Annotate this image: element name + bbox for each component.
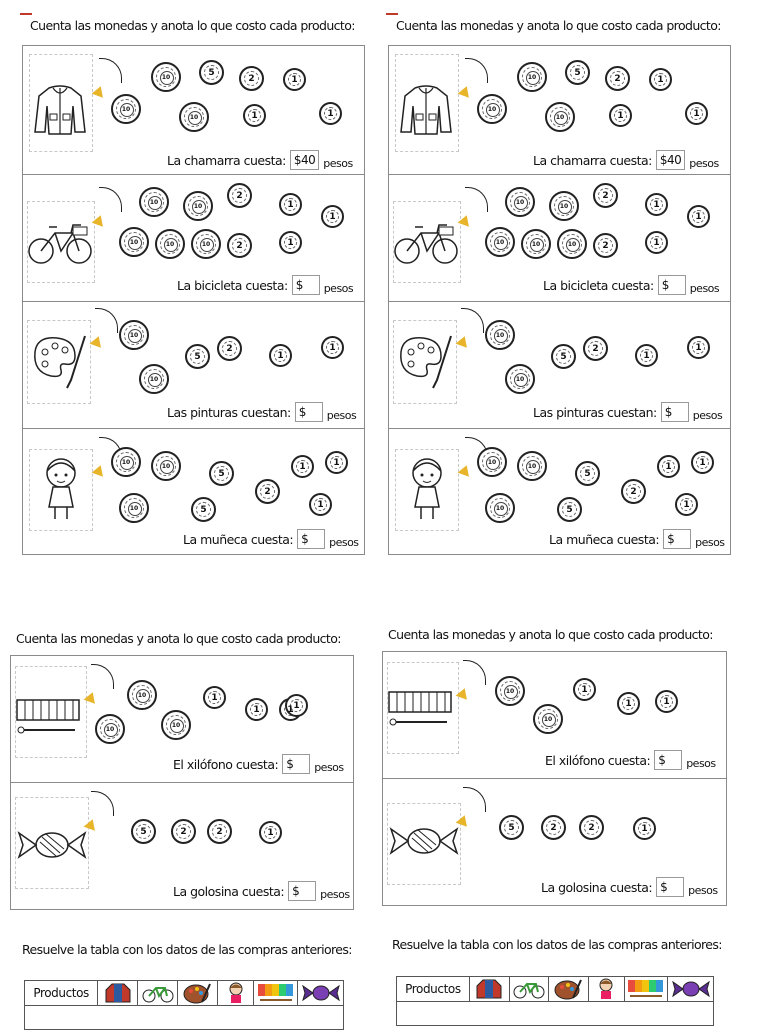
coin-1: 1 <box>687 336 710 359</box>
red-dash <box>386 13 398 15</box>
bell-icon <box>92 84 107 98</box>
coin-10: 10 <box>505 187 535 217</box>
answer-box[interactable]: $ <box>661 402 689 422</box>
cost-line-candy <box>173 881 350 901</box>
answer-box[interactable]: $40 <box>290 150 319 170</box>
cost-line-xylophone <box>545 750 716 770</box>
coin-2: 2 <box>579 815 604 840</box>
coin-2: 2 <box>207 819 232 844</box>
coin-1: 1 <box>645 193 668 216</box>
coin-5: 5 <box>131 819 156 844</box>
coin-10: 10 <box>485 227 515 257</box>
ornament-curl <box>91 664 114 689</box>
xylophone-icon <box>387 688 453 732</box>
coin-10: 10 <box>161 710 191 740</box>
answer-box[interactable]: $ <box>282 754 310 774</box>
bell-icon <box>92 463 107 477</box>
answer-box[interactable]: $40 <box>656 150 685 170</box>
item-row-candy <box>383 778 726 905</box>
cost-label: La golosina cuesta: <box>541 879 653 895</box>
jacket-icon <box>98 981 138 1005</box>
coin-10: 10 <box>151 451 181 481</box>
cost-label: La muñeca cuesta: <box>183 531 294 547</box>
bicycle-icon <box>138 981 178 1005</box>
coin-2: 2 <box>583 336 608 361</box>
coin-1: 1 <box>203 686 226 709</box>
currency-label: pesos <box>686 756 716 770</box>
coin-10: 10 <box>179 102 209 132</box>
coin-1: 1 <box>609 104 632 127</box>
coin-1: 1 <box>573 678 596 701</box>
coin-1: 1 <box>285 694 308 717</box>
currency-label: pesos <box>323 156 353 170</box>
candy-icon <box>298 981 343 1005</box>
coin-10: 10 <box>191 229 221 259</box>
coin-1: 1 <box>645 231 668 254</box>
coin-1: 1 <box>321 336 344 359</box>
item-row-doll <box>389 428 730 555</box>
ornament-curl <box>99 187 122 212</box>
currency-label: pesos <box>692 408 723 422</box>
item-row-xylophone <box>11 656 353 782</box>
coin-1: 1 <box>279 698 302 721</box>
coin-1: 1 <box>321 205 344 228</box>
coin-1: 1 <box>291 455 314 478</box>
candy-icon <box>387 823 461 859</box>
coin-10: 10 <box>139 364 169 394</box>
doll-icon <box>403 455 451 523</box>
palette-icon <box>395 332 457 392</box>
coin-1: 1 <box>675 493 698 516</box>
ornament-curl <box>461 308 484 333</box>
coin-1: 1 <box>325 451 348 474</box>
cost-line-candy <box>541 877 718 897</box>
coin-2: 2 <box>593 233 618 258</box>
coin-1: 1 <box>309 493 332 516</box>
coin-2: 2 <box>227 233 252 258</box>
coin-2: 2 <box>171 819 196 844</box>
coin-1: 1 <box>657 455 680 478</box>
cost-label: La golosina cuesta: <box>173 883 285 899</box>
candy-icon <box>15 827 89 863</box>
palette-icon <box>29 332 91 392</box>
table-instruction: Resuelve la tabla con los datos de las compras anteriores: <box>392 937 722 952</box>
coin-2: 2 <box>605 66 630 91</box>
coin-1: 1 <box>279 231 302 254</box>
coin-10: 10 <box>533 704 563 734</box>
coin-1: 1 <box>617 692 640 715</box>
coin-1: 1 <box>283 68 306 91</box>
bell-icon <box>456 334 471 348</box>
coin-10: 10 <box>549 191 579 221</box>
coin-10: 10 <box>505 364 535 394</box>
bell-icon <box>458 463 473 477</box>
table-divider <box>25 1005 343 1006</box>
coin-5: 5 <box>557 497 582 522</box>
table-instruction: Resuelve la tabla con los datos de las compras anteriores: <box>22 942 352 957</box>
currency-label: pesos <box>326 408 357 422</box>
coin-10: 10 <box>127 680 157 710</box>
coin-10: 10 <box>521 229 551 259</box>
bicycle-icon <box>393 221 459 267</box>
worksheet-panel-bottom-left <box>10 655 354 910</box>
answer-box[interactable]: $ <box>295 402 323 422</box>
cost-label: La bicicleta cuesta: <box>177 277 288 293</box>
bicycle-icon <box>510 977 550 1001</box>
coin-1: 1 <box>649 68 672 91</box>
xylophone-icon <box>625 977 669 1001</box>
red-dash <box>20 13 32 15</box>
item-row-paints <box>23 301 364 429</box>
worksheet-panel-bottom-right <box>382 651 727 906</box>
coin-5: 5 <box>199 60 224 85</box>
xylophone-icon <box>15 696 81 740</box>
coin-1: 1 <box>279 193 302 216</box>
ornament-curl <box>99 58 122 83</box>
answer-box[interactable]: $ <box>288 881 316 901</box>
cost-label: El xilófono cuesta: <box>173 756 279 772</box>
coin-10: 10 <box>95 714 125 744</box>
item-row-jacket <box>389 46 730 174</box>
item-row-paints <box>389 301 730 429</box>
coin-5: 5 <box>209 461 234 486</box>
item-row-jacket <box>23 46 364 174</box>
answer-box[interactable]: $ <box>656 877 684 897</box>
palette-icon <box>549 977 589 1001</box>
item-row-bicycle <box>389 174 730 302</box>
ornament-curl <box>95 308 118 333</box>
answer-box[interactable]: $ <box>658 275 686 295</box>
coin-5: 5 <box>499 815 524 840</box>
xylophone-icon <box>254 981 298 1005</box>
worksheet-panel-top-right <box>388 45 731 555</box>
coin-10: 10 <box>155 229 185 259</box>
item-row-bicycle <box>23 174 364 302</box>
coin-1: 1 <box>635 344 658 367</box>
coin-2: 2 <box>541 815 566 840</box>
cost-line-paints <box>533 402 722 422</box>
cost-line-doll <box>183 529 359 549</box>
cost-label: La bicicleta cuesta: <box>543 277 654 293</box>
coin-1: 1 <box>655 690 678 713</box>
table-header-label: Productos <box>397 977 470 1001</box>
coin-10: 10 <box>545 102 575 132</box>
cost-label: La muñeca cuesta: <box>549 531 660 547</box>
instruction-title: Cuenta las monedas y anota lo que costo cada producto: <box>396 18 721 33</box>
ornament-curl <box>463 660 486 685</box>
coin-1: 1 <box>691 451 714 474</box>
coin-2: 2 <box>239 66 264 91</box>
products-table <box>396 976 714 1026</box>
instruction-title: Cuenta las monedas y anota lo que costo cada producto: <box>16 631 341 646</box>
coin-2: 2 <box>217 336 242 361</box>
coin-10: 10 <box>111 447 141 477</box>
instruction-title: Cuenta las monedas y anota lo que costo cada producto: <box>388 627 713 642</box>
answer-box[interactable]: $ <box>654 750 682 770</box>
bell-icon <box>90 334 105 348</box>
jacket-icon <box>397 84 455 136</box>
ornament-curl <box>465 58 488 83</box>
doll-icon <box>589 977 625 1001</box>
coin-10: 10 <box>477 94 507 124</box>
ornament-curl <box>91 791 114 816</box>
item-row-doll <box>23 428 364 555</box>
currency-label: pesos <box>329 535 359 549</box>
item-row-xylophone <box>383 652 726 778</box>
instruction-title: Cuenta las monedas y anota lo que costo cada producto: <box>30 18 355 33</box>
coin-1: 1 <box>319 102 342 125</box>
ornament-curl <box>463 787 486 812</box>
jacket-icon <box>470 977 510 1001</box>
currency-label: pesos <box>323 281 354 295</box>
currency-label: pesos <box>320 887 350 901</box>
candy-icon <box>668 977 713 1001</box>
coin-10: 10 <box>111 94 141 124</box>
bicycle-icon <box>27 221 93 267</box>
cost-line-jacket <box>533 150 719 170</box>
doll-icon <box>218 981 254 1005</box>
coin-10: 10 <box>119 320 149 350</box>
coin-1: 1 <box>259 821 282 844</box>
answer-box[interactable]: $ <box>292 275 320 295</box>
coin-10: 10 <box>557 229 587 259</box>
coin-5: 5 <box>551 344 576 369</box>
coin-5: 5 <box>575 461 600 486</box>
coin-10: 10 <box>477 447 507 477</box>
jacket-icon <box>31 84 89 136</box>
cost-line-xylophone <box>173 754 344 774</box>
coin-5: 5 <box>185 344 210 369</box>
coin-10: 10 <box>517 451 547 481</box>
products-table <box>24 980 344 1030</box>
coin-10: 10 <box>495 676 525 706</box>
currency-label: pesos <box>689 281 720 295</box>
coin-1: 1 <box>687 205 710 228</box>
coin-10: 10 <box>517 62 547 92</box>
answer-box[interactable]: $ <box>663 529 691 549</box>
coin-5: 5 <box>565 60 590 85</box>
coin-10: 10 <box>139 187 169 217</box>
item-row-candy <box>11 782 353 909</box>
coin-1: 1 <box>245 698 268 721</box>
cost-label: Las pinturas cuestan: <box>167 404 291 420</box>
cost-label: Las pinturas cuestan: <box>533 404 657 420</box>
coin-2: 2 <box>227 183 252 208</box>
ornament-curl <box>465 187 488 212</box>
coin-10: 10 <box>485 493 515 523</box>
cost-label: La chamarra cuesta: <box>167 152 286 168</box>
coin-2: 2 <box>621 479 646 504</box>
table-divider <box>397 1001 713 1002</box>
cost-line-jacket <box>167 150 353 170</box>
cost-line-doll <box>549 529 725 549</box>
currency-label: pesos <box>689 156 719 170</box>
doll-icon <box>37 455 85 523</box>
cost-label: El xilófono cuesta: <box>545 752 651 768</box>
coin-1: 1 <box>243 104 266 127</box>
coin-1: 1 <box>685 102 708 125</box>
coin-5: 5 <box>191 497 216 522</box>
coin-2: 2 <box>255 479 280 504</box>
coin-1: 1 <box>633 817 656 840</box>
coin-10: 10 <box>151 62 181 92</box>
bell-icon <box>458 84 473 98</box>
coin-2: 2 <box>593 183 618 208</box>
coin-10: 10 <box>485 320 515 350</box>
table-header-label: Productos <box>25 981 98 1005</box>
coin-10: 10 <box>119 227 149 257</box>
cost-line-paints <box>167 402 356 422</box>
currency-label: pesos <box>695 535 725 549</box>
coin-10: 10 <box>119 493 149 523</box>
currency-label: pesos <box>688 883 718 897</box>
worksheet-panel-top-left <box>22 45 365 555</box>
cost-label: La chamarra cuesta: <box>533 152 652 168</box>
cost-line-bicycle <box>543 275 719 295</box>
coin-1: 1 <box>269 344 292 367</box>
palette-icon <box>178 981 218 1005</box>
cost-line-bicycle <box>177 275 353 295</box>
currency-label: pesos <box>314 760 344 774</box>
coin-10: 10 <box>183 191 213 221</box>
answer-box[interactable]: $ <box>297 529 325 549</box>
